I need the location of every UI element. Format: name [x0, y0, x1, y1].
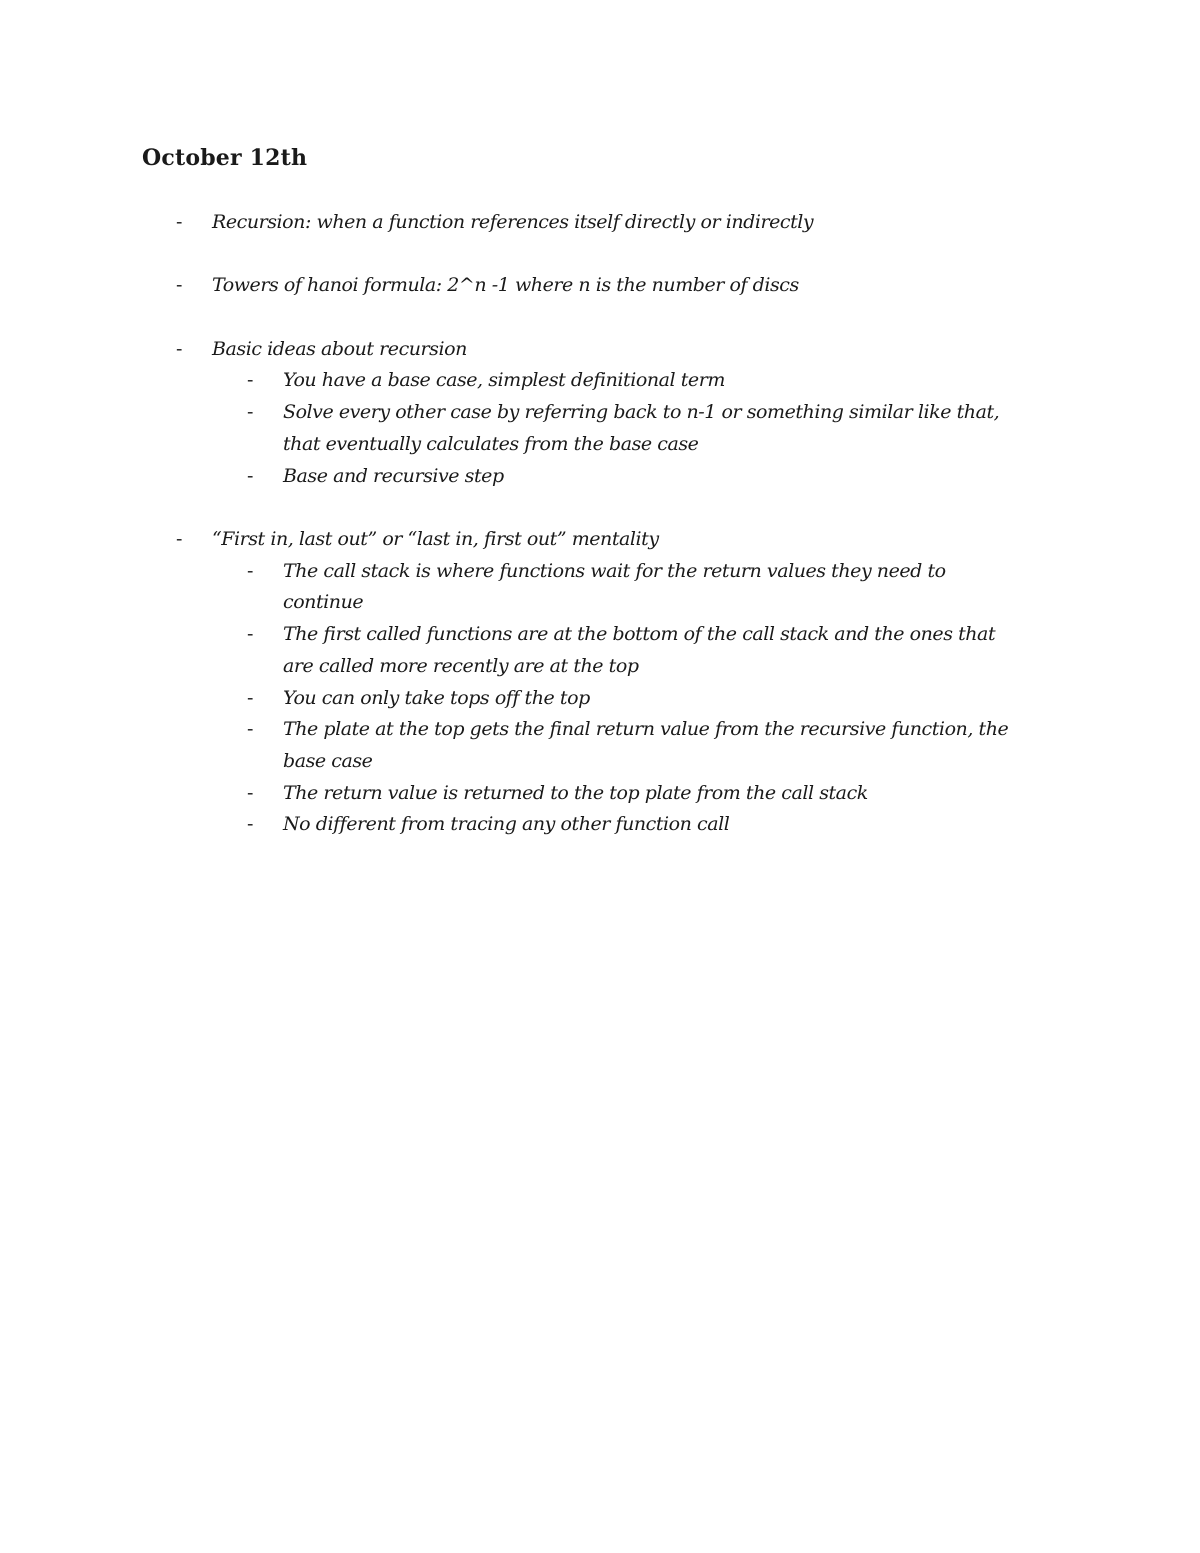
sub-list-item-continuation — [0, 587, 1200, 619]
list-item-text: You have a base case, simplest definitional term — [283, 369, 725, 392]
sub-list-item — [0, 778, 1200, 810]
list-item-text: continue — [283, 591, 364, 614]
list-item-text: Towers of hanoi formula: 2^n -1 where n is the number of discs — [212, 274, 799, 297]
bullet-dash: - — [176, 274, 183, 297]
bullet-dash: - — [176, 211, 183, 233]
list-item-text: Basic ideas about recursion — [212, 337, 467, 360]
list-item-text: that eventually calculates from the base case — [283, 432, 699, 455]
bullet-dash: - — [247, 686, 254, 709]
sub-list-item — [0, 556, 1200, 588]
sub-list-item-continuation — [0, 651, 1200, 683]
bullet-dash: - — [247, 369, 254, 392]
bullet-dash: - — [247, 464, 254, 487]
list-item-text: Base and recursive step — [283, 464, 504, 487]
bullet-dash: - — [247, 718, 254, 741]
notes-list — [0, 207, 1200, 841]
sub-list-item — [0, 714, 1200, 746]
list-item-text: The return value is returned to the top plate from the call stack — [283, 781, 868, 804]
list-item-text: The first called functions are at the bottom of the call stack and the ones that — [283, 623, 996, 646]
sub-list-item-continuation — [0, 429, 1200, 461]
list-item-text: The call stack is where functions wait for the return values they need to — [283, 559, 946, 582]
sub-list-item — [0, 809, 1200, 841]
sub-list-item — [0, 365, 1200, 397]
bullet-dash: - — [247, 781, 254, 804]
document-title: October 12th — [142, 145, 308, 171]
list-item — [0, 207, 1200, 239]
sub-list-item-continuation — [0, 746, 1200, 778]
bullet-dash: - — [247, 813, 254, 836]
list-item-text: No different from tracing any other function call — [283, 813, 730, 836]
bullet-dash: - — [176, 527, 183, 550]
list-item-text: Recursion: when a function references itself directly or indirectly — [212, 211, 814, 233]
list-item — [0, 334, 1200, 366]
bullet-dash: - — [247, 623, 254, 646]
bullet-dash: - — [176, 337, 183, 360]
sub-list-item — [0, 619, 1200, 651]
list-item-text: The plate at the top gets the final return value from the recursive function, the — [283, 718, 1009, 741]
list-item — [0, 270, 1200, 302]
list-item-text: Solve every other case by referring back to n-1 or something similar like that, — [283, 401, 1000, 424]
list-item-text: You can only take tops off the top — [283, 686, 590, 709]
list-item-text: are called more recently are at the top — [283, 654, 639, 677]
sub-list-item — [0, 683, 1200, 715]
list-item — [0, 524, 1200, 556]
sub-list-item — [0, 461, 1200, 493]
list-item-text: base case — [283, 749, 373, 772]
list-item-text: “First in, last out” or “last in, first out” mentality — [212, 527, 659, 550]
bullet-dash: - — [247, 401, 254, 424]
bullet-dash: - — [247, 559, 254, 582]
sub-list-item — [0, 397, 1200, 429]
